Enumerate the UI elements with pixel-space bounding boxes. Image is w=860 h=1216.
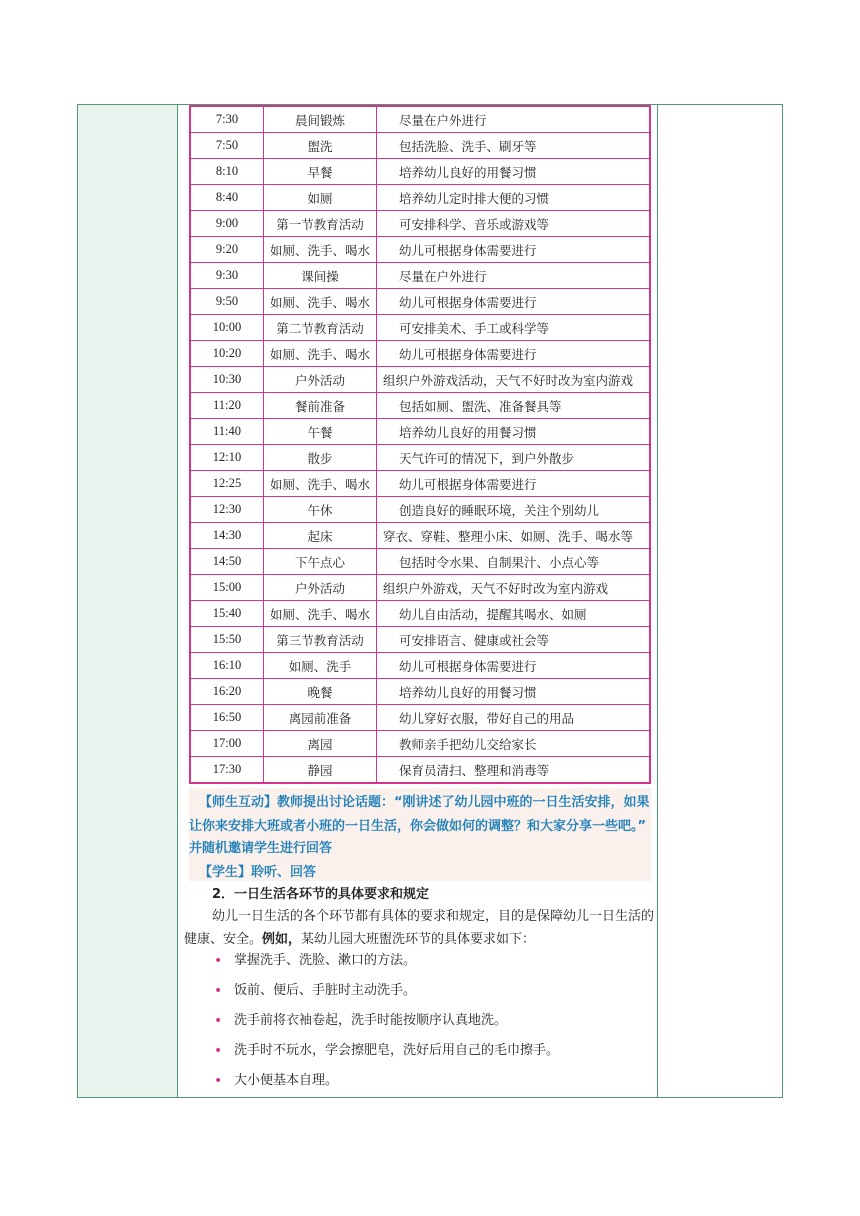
schedule-row	[190, 263, 650, 289]
right-column	[657, 105, 782, 1097]
lesson-frame	[77, 104, 783, 1098]
schedule-row	[190, 393, 650, 419]
schedule-time: 10:30	[190, 367, 264, 393]
schedule-row	[190, 653, 650, 679]
bullet-icon: •	[214, 1043, 223, 1059]
para-bold: 例如，	[262, 932, 302, 947]
schedule-requirement: 幼儿可根据身体需要进行	[377, 341, 651, 367]
schedule-requirement: 幼儿可根据身体需要进行	[377, 471, 651, 497]
list-item	[212, 1013, 559, 1043]
schedule-activity: 如厕、洗手、喝水	[264, 341, 377, 367]
schedule-time: 14:50	[190, 549, 264, 575]
schedule-time: 14:30	[190, 523, 264, 549]
schedule-activity: 离园	[264, 731, 377, 757]
schedule-row	[190, 133, 650, 159]
schedule-requirement: 幼儿可根据身体需要进行	[377, 289, 651, 315]
schedule-time: 17:30	[190, 757, 264, 784]
schedule-time: 8:10	[190, 159, 264, 185]
schedule-row	[190, 705, 650, 731]
schedule-time: 12:25	[190, 471, 264, 497]
schedule-requirement: 培养幼儿良好的用餐习惯	[377, 159, 651, 185]
schedule-activity: 如厕、洗手	[264, 653, 377, 679]
schedule-requirement: 尽量在户外进行	[377, 106, 651, 133]
para-start: 幼儿一日生活的各个环节都有具体的要求和规定，目的是保障幼儿一日生活的健康、安全。	[184, 909, 655, 947]
schedule-time: 11:20	[190, 393, 264, 419]
schedule-time: 7:50	[190, 133, 264, 159]
interaction-line-1: 【师生互动】教师提出讨论话题：“刚讲述了幼儿园中班的一日生活安排，如果	[199, 795, 650, 810]
schedule-time: 10:00	[190, 315, 264, 341]
schedule-activity: 课间操	[264, 263, 377, 289]
left-column	[78, 105, 178, 1097]
schedule-requirement: 可安排美术、手工或科学等	[377, 315, 651, 341]
list-item-text: 大小便基本自理。	[234, 1073, 339, 1088]
requirements-list	[212, 953, 559, 1103]
schedule-row	[190, 315, 650, 341]
list-item-text: 洗手前将衣袖卷起，洗手时能按顺序认真地洗。	[234, 1013, 508, 1028]
schedule-activity: 户外活动	[264, 367, 377, 393]
section-paragraph	[184, 905, 654, 951]
schedule-time: 12:30	[190, 497, 264, 523]
schedule-requirement: 组织户外游戏，天气不好时改为室内游戏	[377, 575, 651, 601]
schedule-activity: 午休	[264, 497, 377, 523]
schedule-activity: 如厕、洗手、喝水	[264, 289, 377, 315]
schedule-row	[190, 185, 650, 211]
schedule-activity: 下午点心	[264, 549, 377, 575]
schedule-activity: 早餐	[264, 159, 377, 185]
schedule-row	[190, 237, 650, 263]
schedule-activity: 离园前准备	[264, 705, 377, 731]
schedule-activity: 散步	[264, 445, 377, 471]
schedule-requirement: 可安排科学、音乐或游戏等	[377, 211, 651, 237]
schedule-row	[190, 731, 650, 757]
teacher-student-interaction	[189, 788, 651, 881]
schedule-activity: 如厕	[264, 185, 377, 211]
schedule-time: 15:00	[190, 575, 264, 601]
interaction-line-3: 并随机邀请学生进行回答	[189, 841, 333, 856]
schedule-activity: 户外活动	[264, 575, 377, 601]
schedule-requirement: 包括时令水果、自制果汁、小点心等	[377, 549, 651, 575]
content-column	[178, 105, 659, 1097]
schedule-activity: 如厕、洗手、喝水	[264, 601, 377, 627]
bullet-icon: •	[214, 953, 223, 969]
list-item-text: 掌握洗手、洗脸、漱口的方法。	[234, 953, 417, 968]
schedule-requirement: 可安排语言、健康或社会等	[377, 627, 651, 653]
schedule-activity: 盥洗	[264, 133, 377, 159]
schedule-time: 9:50	[190, 289, 264, 315]
schedule-row	[190, 575, 650, 601]
schedule-row	[190, 341, 650, 367]
schedule-row	[190, 445, 650, 471]
para-end: 某幼儿园大班盥洗环节的具体要求如下：	[301, 932, 536, 947]
schedule-time: 9:30	[190, 263, 264, 289]
schedule-row	[190, 367, 650, 393]
schedule-time: 10:20	[190, 341, 264, 367]
list-item	[212, 983, 559, 1013]
schedule-row	[190, 679, 650, 705]
schedule-requirement: 幼儿穿好衣服，带好自己的用品	[377, 705, 651, 731]
list-item	[212, 953, 559, 983]
schedule-row	[190, 419, 650, 445]
list-item	[212, 1043, 559, 1073]
schedule-requirement: 教师亲手把幼儿交给家长	[377, 731, 651, 757]
schedule-time: 9:00	[190, 211, 264, 237]
list-item-text: 洗手时不玩水，学会擦肥皂，洗好后用自己的毛巾擦手。	[234, 1043, 560, 1058]
schedule-row	[190, 159, 650, 185]
section-title: 2．一日生活各环节的具体要求和规定	[212, 887, 430, 902]
schedule-time: 11:40	[190, 419, 264, 445]
schedule-requirement: 包括洗脸、洗手、刷牙等	[377, 133, 651, 159]
schedule-row	[190, 211, 650, 237]
schedule-time: 12:10	[190, 445, 264, 471]
schedule-requirement: 组织户外游戏活动，天气不好时改为室内游戏	[377, 367, 651, 393]
schedule-requirement: 创造良好的睡眠环境，关注个别幼儿	[377, 497, 651, 523]
schedule-row	[190, 627, 650, 653]
list-item-text: 饭前、便后、手脏时主动洗手。	[234, 983, 417, 998]
schedule-activity: 晚餐	[264, 679, 377, 705]
interaction-line-2: 让你来安排大班或者小班的一日生活，你会做如何的调整？和大家分享一些吧。”	[189, 819, 647, 834]
schedule-row	[190, 497, 650, 523]
schedule-row	[190, 471, 650, 497]
schedule-row	[190, 289, 650, 315]
schedule-time: 7:30	[190, 106, 264, 133]
schedule-time: 16:50	[190, 705, 264, 731]
schedule-time: 16:20	[190, 679, 264, 705]
bullet-icon: •	[214, 1073, 223, 1089]
student-response: 【学生】聆听、回答	[199, 865, 317, 880]
schedule-requirement: 培养幼儿良好的用餐习惯	[377, 679, 651, 705]
schedule-requirement: 尽量在户外进行	[377, 263, 651, 289]
schedule-activity: 晨间锻炼	[264, 106, 377, 133]
schedule-requirement: 穿衣、穿鞋、整理小床、如厕、洗手、喝水等	[377, 523, 651, 549]
bullet-icon: •	[214, 983, 223, 999]
schedule-requirement: 培养幼儿良好的用餐习惯	[377, 419, 651, 445]
schedule-row	[190, 601, 650, 627]
schedule-row	[190, 757, 650, 784]
schedule-activity: 午餐	[264, 419, 377, 445]
schedule-row	[190, 523, 650, 549]
schedule-requirement: 幼儿可根据身体需要进行	[377, 653, 651, 679]
schedule-time: 16:10	[190, 653, 264, 679]
schedule-requirement: 培养幼儿定时排大便的习惯	[377, 185, 651, 211]
schedule-time: 17:00	[190, 731, 264, 757]
schedule-requirement: 包括如厕、盥洗、准备餐具等	[377, 393, 651, 419]
schedule-activity: 餐前准备	[264, 393, 377, 419]
schedule-time: 15:50	[190, 627, 264, 653]
schedule-requirement: 幼儿自由活动，提醒其喝水、如厕	[377, 601, 651, 627]
schedule-requirement: 天气许可的情况下，到户外散步	[377, 445, 651, 471]
schedule-activity: 静园	[264, 757, 377, 784]
bullet-icon: •	[214, 1013, 223, 1029]
schedule-time: 9:20	[190, 237, 264, 263]
schedule-activity: 第三节教育活动	[264, 627, 377, 653]
schedule-row	[190, 549, 650, 575]
schedule-time: 15:40	[190, 601, 264, 627]
schedule-activity: 如厕、洗手、喝水	[264, 237, 377, 263]
schedule-activity: 第二节教育活动	[264, 315, 377, 341]
daily-schedule-table	[189, 105, 651, 784]
schedule-requirement: 保育员清扫、整理和消毒等	[377, 757, 651, 784]
schedule-activity: 如厕、洗手、喝水	[264, 471, 377, 497]
schedule-requirement: 幼儿可根据身体需要进行	[377, 237, 651, 263]
schedule-activity: 起床	[264, 523, 377, 549]
schedule-time: 8:40	[190, 185, 264, 211]
list-item	[212, 1073, 559, 1103]
schedule-activity: 第一节教育活动	[264, 211, 377, 237]
schedule-row	[190, 106, 650, 133]
